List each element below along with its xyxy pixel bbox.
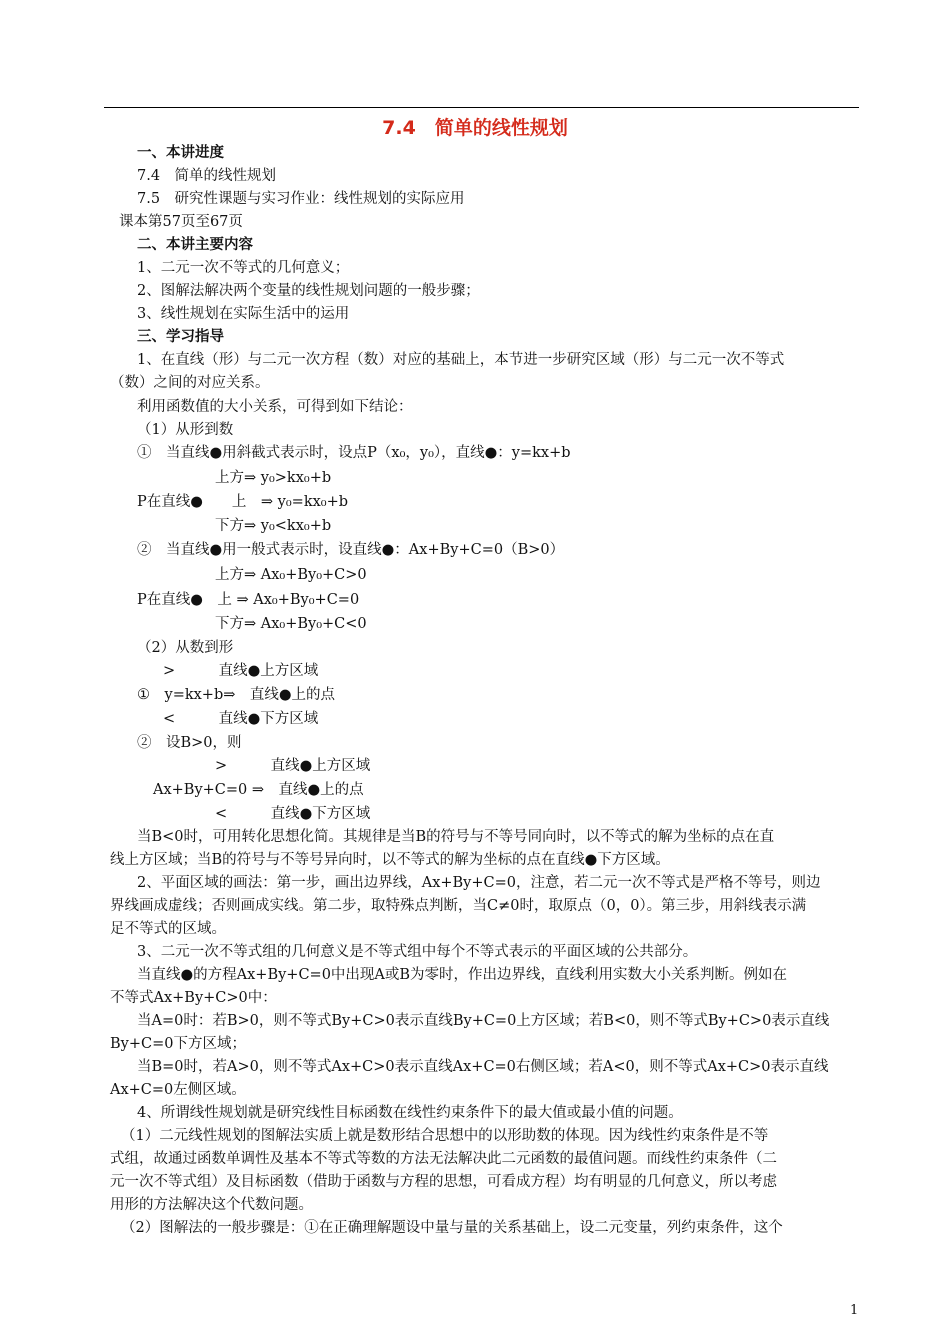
text-line: 下方⇒ y₀<kx₀+b — [215, 518, 332, 534]
text-line: （2）图解法的一般步骤是：①在正确理解题设中量与量的关系基础上，设二元变量，列约束条件，这个 — [121, 1220, 783, 1236]
text-line: 利用函数值的大小关系，可得到如下结论： — [137, 399, 413, 415]
section-heading: 三、学习指导 — [137, 328, 224, 345]
text-line: ① y=kx+b⇒ 直线●上的点 — [137, 687, 336, 703]
text-line: 当B<0时，可用转化思想化简。其规律是当B的符号与不等号同向时，以不等式的解为坐标的点在直 — [137, 829, 775, 845]
text-line: 线上方区域；当B的符号与不等号异向时，以不等式的解为坐标的点在直线●下方区域。 — [110, 852, 670, 868]
text-line: P在直线● 上 ⇒ y₀=kx₀+b — [137, 494, 349, 510]
text-line: ② 设B>0，则 — [137, 735, 242, 751]
text-line: （1）从形到数 — [137, 422, 234, 438]
text-line: 3、二元一次不等式组的几何意义是不等式组中每个不等式表示的平面区域的公共部分。 — [137, 944, 698, 960]
text-line: 2、图解法解决两个变量的线性规划问题的一般步骤； — [137, 283, 480, 299]
text-line: < 直线●下方区域 — [215, 806, 371, 822]
text-line: 用形的方法解决这个代数问题。 — [110, 1197, 313, 1213]
text-line: 当B=0时，若A>0，则不等式Ax+C>0表示直线Ax+C=0右侧区域；若A<0，则不等式Ax+C>0表示直线 — [137, 1059, 829, 1075]
text-line: 上方⇒ Ax₀+By₀+C>0 — [215, 567, 367, 583]
section-heading: 二、本讲主要内容 — [137, 236, 253, 253]
text-line: Ax+By+C=0 ⇒ 直线●上的点 — [153, 782, 364, 798]
text-line: （数）之间的对应关系。 — [110, 375, 270, 391]
page-title: 7.4 简单的线性规划 — [382, 117, 568, 139]
text-line: < 直线●下方区域 — [163, 711, 319, 727]
text-line: （2）从数到形 — [137, 640, 234, 656]
text-line: 界线画成虚线；否则画成实线。第二步，取特殊点判断，当C≠0时，取原点（0，0）。第三步，用斜线表示满 — [110, 898, 807, 914]
text-line: 课本第57页至67页 — [119, 214, 243, 230]
text-line: 不等式Ax+By+C>0中： — [110, 990, 277, 1006]
text-line: By+C=0下方区域； — [110, 1036, 246, 1052]
text-line: 7.5 研究性课题与实习作业：线性规划的实际应用 — [137, 191, 465, 207]
text-line: 元一次不等式组）及目标函数（借助于函数与方程的思想，可看成方程）均有明显的几何意义，所以考虑 — [110, 1174, 777, 1190]
text-line: 4、所谓线性规划就是研究线性目标函数在线性约束条件下的最大值或最小值的问题。 — [137, 1105, 683, 1121]
text-line: Ax+C=0左侧区域。 — [110, 1082, 246, 1098]
text-line: （1）二元线性规划的图解法实质上就是数形结合思想中的以形助数的体现。因为线性约束条件是不等 — [121, 1128, 769, 1144]
text-line: 当直线●的方程Ax+By+C=0中出现A或B为零时，作出边界线，直线利用实数大小关系判断。例如在 — [137, 967, 788, 983]
page-number: 1 — [850, 1303, 859, 1318]
text-line: 式组，故通过函数单调性及基本不等式等数的方法无法解决此二元函数的最值问题。而线性约束条件（二 — [110, 1151, 777, 1167]
text-line: 3、线性规划在实际生活中的运用 — [137, 306, 350, 322]
text-line: 2、平面区域的画法：第一步，画出边界线，Ax+By+C=0，注意，若二元一次不等式是严格不等号，则边 — [137, 875, 821, 891]
text-line: ② 当直线●用一般式表示时，设直线●：Ax+By+C=0（B>0） — [137, 542, 565, 558]
section-heading: 一、本讲进度 — [137, 144, 224, 161]
text-line: > 直线●上方区域 — [163, 663, 319, 679]
text-line: ① 当直线●用斜截式表示时，设点P（x₀，y₀），直线●：y=kx+b — [137, 445, 571, 461]
text-line: 下方⇒ Ax₀+By₀+C<0 — [215, 616, 367, 632]
text-line: 1、在直线（形）与二元一次方程（数）对应的基础上，本节进一步研究区域（形）与二元一次不等式 — [137, 352, 785, 368]
text-line: 7.4 简单的线性规划 — [137, 168, 277, 184]
text-line: > 直线●上方区域 — [215, 758, 371, 774]
text-line: 1、二元一次不等式的几何意义； — [137, 260, 350, 276]
text-line: 上方⇒ y₀>kx₀+b — [215, 470, 332, 486]
text-line: 足不等式的区域。 — [110, 921, 226, 937]
text-line: 当A=0时：若B>0，则不等式By+C>0表示直线By+C=0上方区域；若B<0，则不等式By+C>0表示直线 — [137, 1013, 830, 1029]
text-line: P在直线● 上 ⇒ Ax₀+By₀+C=0 — [137, 592, 360, 608]
header-rule — [104, 107, 859, 108]
